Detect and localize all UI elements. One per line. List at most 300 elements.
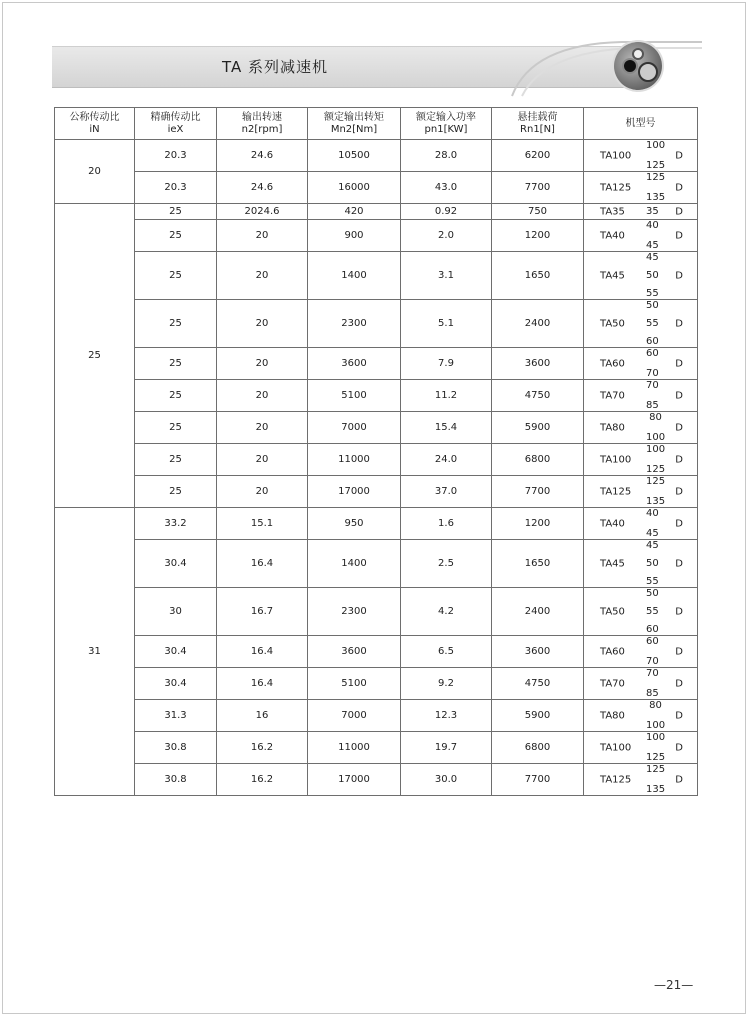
mount-type: D	[675, 606, 683, 617]
shaft-size: 50	[646, 588, 659, 599]
shaft-size: 70	[646, 668, 659, 679]
output-torque: 900	[344, 230, 364, 241]
input-power: 0.92	[434, 206, 458, 217]
page-number: —21—	[654, 978, 694, 992]
mount-type: D	[675, 518, 683, 529]
overhung-load: 6800	[524, 454, 551, 465]
shaft-size: 45	[646, 528, 659, 539]
overhung-load: 1650	[524, 558, 551, 569]
input-power: 30.0	[434, 774, 458, 785]
shaft-size: 80	[649, 700, 662, 711]
overhung-load: 6200	[524, 150, 551, 161]
model-number: TA125	[600, 486, 632, 497]
output-torque: 17000	[338, 774, 370, 785]
input-power: 11.2	[434, 390, 458, 401]
mount-type: D	[675, 270, 683, 281]
output-speed-cell	[217, 412, 308, 444]
shaft-size: 50	[646, 270, 659, 281]
shaft-size-list	[646, 764, 665, 795]
output-torque: 7000	[341, 710, 367, 721]
shaft-size: 125	[646, 476, 666, 487]
column-header-label: iN	[89, 123, 100, 135]
output-torque: 2300	[341, 606, 367, 617]
table-row	[55, 540, 698, 588]
shaft-size-list	[646, 444, 665, 475]
title-banner	[52, 46, 697, 86]
overhung-load-cell	[492, 732, 584, 764]
output-speed: 20	[255, 230, 269, 241]
exact-ratio: 30.4	[164, 558, 187, 569]
exact-ratio: 25	[169, 454, 182, 465]
model-cell	[584, 300, 698, 348]
nominal-ratio: 20	[88, 166, 101, 177]
output-torque-cell	[308, 668, 401, 700]
output-speed: 16.2	[250, 774, 274, 785]
exact-ratio-cell	[135, 540, 217, 588]
shaft-size: 55	[646, 318, 659, 329]
overhung-load-cell	[492, 444, 584, 476]
output-torque: 7000	[341, 422, 367, 433]
model-cell	[584, 732, 698, 764]
output-torque-cell	[308, 764, 401, 796]
exact-ratio: 25	[169, 390, 182, 401]
input-power: 6.5	[438, 646, 454, 657]
table-row	[55, 300, 698, 348]
input-power: 28.0	[434, 150, 458, 161]
overhung-load-cell	[492, 588, 584, 636]
input-power: 7.9	[438, 358, 454, 369]
overhung-load-cell	[492, 220, 584, 252]
shaft-size: 125	[646, 752, 666, 763]
mount-type: D	[675, 454, 683, 465]
overhung-load: 6800	[524, 742, 551, 753]
output-torque-cell	[308, 172, 401, 204]
output-speed-cell	[217, 220, 308, 252]
input-power-cell	[401, 732, 492, 764]
shaft-size-list	[646, 140, 665, 171]
shaft-size-list	[646, 732, 665, 763]
output-torque-cell	[308, 380, 401, 412]
mount-type: D	[675, 150, 683, 161]
model-number: TA60	[600, 646, 625, 657]
output-speed-cell	[217, 140, 308, 172]
column-header-label: 额定输入功率	[416, 111, 476, 123]
input-power: 12.3	[434, 710, 458, 721]
table-row	[55, 476, 698, 508]
shaft-size-list	[646, 540, 659, 587]
shaft-size: 85	[646, 400, 659, 411]
overhung-load-cell	[492, 252, 584, 300]
exact-ratio-cell	[135, 668, 217, 700]
output-torque-cell	[308, 540, 401, 588]
table-row	[55, 204, 698, 220]
output-torque: 950	[344, 518, 364, 529]
table-row	[55, 700, 698, 732]
input-power-cell	[401, 252, 492, 300]
shaft-size: 40	[646, 508, 659, 519]
exact-ratio-cell	[135, 476, 217, 508]
output-speed-cell	[217, 588, 308, 636]
input-power-cell	[401, 220, 492, 252]
input-power-cell	[401, 172, 492, 204]
input-power: 1.6	[438, 518, 454, 529]
model-cell	[584, 540, 698, 588]
shaft-size: 100	[646, 432, 666, 443]
input-power-cell	[401, 140, 492, 172]
shaft-size-list	[646, 476, 665, 507]
table-row	[55, 588, 698, 636]
output-speed-cell	[217, 172, 308, 204]
output-speed: 20	[255, 270, 269, 281]
exact-ratio-cell	[135, 380, 217, 412]
overhung-load-cell	[492, 636, 584, 668]
output-speed: 20	[255, 318, 269, 329]
mount-type: D	[675, 774, 683, 785]
output-torque-cell	[308, 732, 401, 764]
shaft-size-list	[646, 348, 659, 379]
column-header-label: 精确传动比	[150, 111, 201, 123]
output-speed-cell	[217, 300, 308, 348]
shaft-size: 45	[646, 240, 659, 251]
output-torque: 3600	[341, 358, 367, 369]
exact-ratio-cell	[135, 252, 217, 300]
overhung-load: 5900	[524, 710, 551, 721]
output-speed: 20	[255, 358, 269, 369]
exact-ratio-cell	[135, 204, 217, 220]
output-torque-cell	[308, 412, 401, 444]
overhung-load: 7700	[524, 182, 551, 193]
table-row	[55, 140, 698, 172]
shaft-size: 85	[646, 688, 659, 699]
table-row	[55, 732, 698, 764]
shaft-size: 70	[646, 368, 659, 379]
exact-ratio-cell	[135, 348, 217, 380]
shaft-size: 60	[646, 336, 659, 347]
output-torque: 2300	[341, 318, 367, 329]
shaft-size: 135	[646, 784, 666, 795]
model-cell	[584, 764, 698, 796]
model-number: TA100	[600, 454, 632, 465]
exact-ratio-cell	[135, 700, 217, 732]
shaft-size: 50	[646, 558, 659, 569]
output-torque: 16000	[338, 182, 370, 193]
mount-type: D	[675, 182, 683, 193]
overhung-load: 3600	[524, 646, 551, 657]
model-number: TA40	[600, 518, 625, 529]
output-speed-cell	[217, 380, 308, 412]
mount-type: D	[675, 742, 683, 753]
mount-type: D	[675, 710, 683, 721]
output-torque: 420	[344, 206, 364, 217]
exact-ratio-cell	[135, 444, 217, 476]
model-number: TA50	[600, 606, 625, 617]
output-torque-cell	[308, 508, 401, 540]
model-cell	[584, 252, 698, 300]
output-speed: 16.7	[250, 606, 274, 617]
overhung-load-cell	[492, 204, 584, 220]
input-power-cell	[401, 588, 492, 636]
column-header-label: 输出转速	[242, 111, 282, 123]
model-cell	[584, 412, 698, 444]
model-number: TA70	[600, 678, 625, 689]
mount-type: D	[675, 558, 683, 569]
shaft-size: 55	[646, 288, 659, 299]
exact-ratio-cell	[135, 588, 217, 636]
model-cell	[584, 172, 698, 204]
output-torque: 5100	[341, 678, 367, 689]
exact-ratio: 25	[169, 358, 182, 369]
overhung-load-cell	[492, 700, 584, 732]
shaft-size-list	[646, 700, 665, 731]
model-number: TA80	[600, 422, 625, 433]
overhung-load: 7700	[524, 774, 551, 785]
shaft-size: 100	[646, 720, 666, 731]
input-power-cell	[401, 412, 492, 444]
column-header-label: 机型号	[625, 117, 656, 129]
model-cell	[584, 140, 698, 172]
mount-type: D	[675, 422, 683, 433]
overhung-load-cell	[492, 508, 584, 540]
input-power-cell	[401, 300, 492, 348]
table-row	[55, 220, 698, 252]
output-speed-cell	[217, 668, 308, 700]
output-torque-cell	[308, 348, 401, 380]
model-cell	[584, 220, 698, 252]
output-speed-cell	[217, 700, 308, 732]
output-torque: 10500	[338, 150, 370, 161]
shaft-size: 100	[646, 444, 666, 455]
output-torque: 5100	[341, 390, 367, 401]
shaft-size: 60	[646, 636, 659, 647]
shaft-size: 40	[646, 220, 659, 231]
overhung-load: 1200	[524, 518, 551, 529]
banner-curve-decoration	[482, 38, 702, 98]
exact-ratio: 25	[169, 230, 182, 241]
model-cell	[584, 588, 698, 636]
overhung-load-cell	[492, 300, 584, 348]
column-header	[401, 108, 492, 140]
shaft-size: 55	[646, 606, 659, 617]
exact-ratio: 25	[169, 206, 182, 217]
shaft-size: 100	[646, 732, 666, 743]
overhung-load: 1650	[524, 270, 551, 281]
nominal-ratio-cell	[55, 140, 135, 204]
table-row	[55, 380, 698, 412]
mount-type: D	[675, 646, 683, 657]
model-cell	[584, 508, 698, 540]
column-header	[217, 108, 308, 140]
model-number: TA70	[600, 390, 625, 401]
output-torque: 11000	[338, 742, 370, 753]
output-torque-cell	[308, 252, 401, 300]
shaft-size: 100	[646, 140, 666, 151]
output-torque-cell	[308, 204, 401, 220]
input-power-cell	[401, 444, 492, 476]
page-title: TA 系列减速机	[222, 58, 329, 76]
shaft-size-list	[646, 300, 659, 347]
output-speed-cell	[217, 764, 308, 796]
shaft-size: 45	[646, 540, 659, 551]
exact-ratio-cell	[135, 300, 217, 348]
model-number: TA80	[600, 710, 625, 721]
exact-ratio-cell	[135, 140, 217, 172]
overhung-load-cell	[492, 668, 584, 700]
output-speed: 20	[255, 422, 269, 433]
column-header	[584, 108, 698, 140]
output-speed-cell	[217, 348, 308, 380]
output-torque-cell	[308, 300, 401, 348]
output-speed: 16.2	[250, 742, 274, 753]
column-header-label: ieX	[167, 123, 184, 135]
exact-ratio-cell	[135, 764, 217, 796]
table-row	[55, 252, 698, 300]
model-cell	[584, 348, 698, 380]
input-power: 4.2	[438, 606, 454, 617]
shaft-size: 55	[646, 576, 659, 587]
output-torque-cell	[308, 700, 401, 732]
exact-ratio: 25	[169, 486, 182, 497]
output-torque: 1400	[341, 270, 367, 281]
column-header-label: pn1[KW]	[424, 123, 468, 135]
nominal-ratio: 31	[88, 646, 101, 657]
shaft-size: 35	[646, 206, 659, 217]
overhung-load: 3600	[524, 358, 551, 369]
column-header-label: n2[rpm]	[241, 123, 283, 135]
overhung-load: 7700	[524, 486, 551, 497]
shaft-size: 125	[646, 160, 666, 171]
table-header-row	[55, 108, 698, 140]
exact-ratio-cell	[135, 412, 217, 444]
table-row	[55, 668, 698, 700]
input-power: 9.2	[438, 678, 454, 689]
table-row	[55, 636, 698, 668]
input-power-cell	[401, 540, 492, 588]
output-speed: 16.4	[250, 558, 274, 569]
input-power-cell	[401, 668, 492, 700]
model-cell	[584, 204, 698, 220]
exact-ratio: 25	[169, 422, 182, 433]
table-row	[55, 412, 698, 444]
shaft-size-list	[646, 220, 659, 251]
overhung-load-cell	[492, 540, 584, 588]
output-torque-cell	[308, 476, 401, 508]
input-power: 2.5	[438, 558, 454, 569]
output-speed-cell	[217, 204, 308, 220]
output-torque: 3600	[341, 646, 367, 657]
model-number: TA45	[600, 558, 625, 569]
shaft-size-list	[646, 252, 659, 299]
input-power-cell	[401, 636, 492, 668]
exact-ratio-cell	[135, 172, 217, 204]
output-speed: 20	[255, 486, 269, 497]
model-number: TA100	[600, 742, 632, 753]
mount-type: D	[675, 390, 683, 401]
nominal-ratio-cell	[55, 508, 135, 796]
input-power: 19.7	[434, 742, 458, 753]
overhung-load-cell	[492, 140, 584, 172]
exact-ratio: 20.3	[164, 150, 187, 161]
overhung-load: 1200	[524, 230, 551, 241]
shaft-size: 125	[646, 172, 666, 183]
shaft-size: 70	[646, 380, 659, 391]
model-cell	[584, 476, 698, 508]
output-speed-cell	[217, 732, 308, 764]
output-torque-cell	[308, 220, 401, 252]
shaft-size: 125	[646, 764, 666, 775]
overhung-load-cell	[492, 476, 584, 508]
output-torque: 1400	[341, 558, 367, 569]
overhung-load: 5900	[524, 422, 551, 433]
exact-ratio-cell	[135, 732, 217, 764]
column-header	[308, 108, 401, 140]
output-speed-cell	[217, 508, 308, 540]
mount-type: D	[675, 206, 683, 217]
shaft-size: 135	[646, 496, 666, 507]
gear-logo-icon	[614, 42, 662, 90]
exact-ratio-cell	[135, 220, 217, 252]
input-power: 3.1	[438, 270, 454, 281]
model-number: TA125	[600, 182, 632, 193]
shaft-size: 45	[646, 252, 659, 263]
overhung-load: 4750	[524, 390, 551, 401]
exact-ratio: 30.4	[164, 678, 187, 689]
input-power-cell	[401, 508, 492, 540]
column-header	[492, 108, 584, 140]
input-power-cell	[401, 380, 492, 412]
exact-ratio-cell	[135, 508, 217, 540]
input-power: 5.1	[438, 318, 454, 329]
nominal-ratio-cell	[55, 204, 135, 508]
exact-ratio: 25	[169, 318, 182, 329]
table-row	[55, 172, 698, 204]
table-row	[55, 348, 698, 380]
output-speed: 16.4	[250, 678, 274, 689]
model-number: TA125	[600, 774, 632, 785]
shaft-size-list	[646, 380, 659, 411]
shaft-size-list	[646, 204, 659, 219]
table-row	[55, 444, 698, 476]
nominal-ratio: 25	[88, 350, 101, 361]
column-header	[55, 108, 135, 140]
model-cell	[584, 444, 698, 476]
overhung-load-cell	[492, 172, 584, 204]
mount-type: D	[675, 230, 683, 241]
input-power-cell	[401, 764, 492, 796]
exact-ratio-cell	[135, 636, 217, 668]
output-torque-cell	[308, 588, 401, 636]
input-power-cell	[401, 476, 492, 508]
mount-type: D	[675, 318, 683, 329]
output-torque-cell	[308, 444, 401, 476]
exact-ratio: 30.8	[164, 774, 187, 785]
shaft-size: 80	[649, 412, 662, 423]
mount-type: D	[675, 678, 683, 689]
shaft-size: 50	[646, 300, 659, 311]
shaft-size: 135	[646, 192, 666, 203]
table-row	[55, 508, 698, 540]
column-header-label: Rn1[N]	[520, 123, 555, 135]
overhung-load: 2400	[524, 318, 551, 329]
output-speed-cell	[217, 252, 308, 300]
output-speed: 2024.6	[244, 206, 280, 217]
exact-ratio: 20.3	[164, 182, 187, 193]
exact-ratio: 30.8	[164, 742, 187, 753]
exact-ratio: 33.2	[164, 518, 187, 529]
output-speed-cell	[217, 444, 308, 476]
column-header	[135, 108, 217, 140]
shaft-size-list	[646, 588, 659, 635]
mount-type: D	[675, 486, 683, 497]
